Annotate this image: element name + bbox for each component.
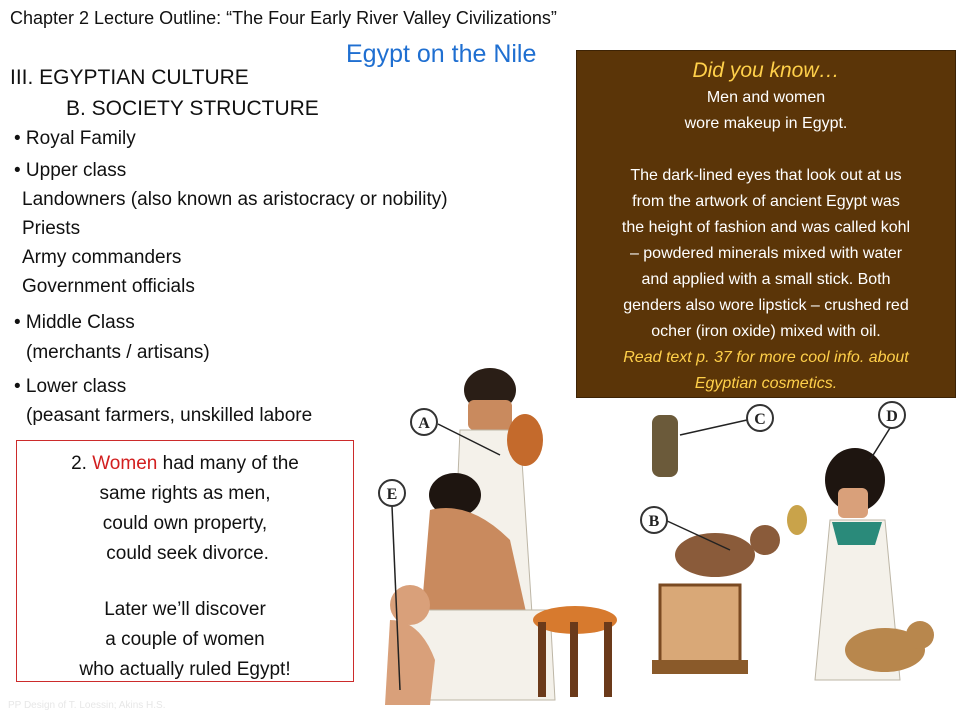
callout-line: genders also wore lipstick – crushed red — [623, 297, 909, 314]
section-heading: III. EGYPTIAN CULTURE — [10, 66, 249, 89]
callout-line: wore makeup in Egypt. — [684, 115, 848, 132]
women-highlight: Women — [92, 453, 158, 474]
did-you-know-callout — [576, 50, 956, 398]
chest — [652, 585, 748, 674]
women-line: same rights as men, — [99, 483, 271, 504]
label-a-text: A — [418, 415, 430, 432]
women-line: could seek divorce. — [101, 543, 269, 564]
subsection-heading: B. SOCIETY STRUCTURE — [66, 97, 319, 120]
women-rights-box — [16, 440, 354, 682]
label-b — [641, 507, 667, 533]
callout-line: the height of fashion and was called kohl — [621, 219, 911, 236]
women-closing-line: who actually ruled Egypt! — [79, 659, 291, 680]
callout-line: ocher (iron oxide) mixed with oil. — [651, 323, 881, 340]
label-e-text: E — [386, 486, 398, 503]
outline-item-middle: • Middle Class — [14, 312, 135, 333]
child-figure — [385, 585, 435, 705]
outline-item-priests: Priests — [22, 218, 81, 239]
label-e — [379, 480, 405, 506]
women-number: 2. — [71, 453, 93, 474]
statuette — [652, 415, 678, 477]
label-d — [879, 402, 905, 428]
label-a — [411, 409, 437, 435]
women-line: could own property, — [102, 513, 268, 534]
callout-line: – powdered minerals mixed with water — [629, 245, 903, 262]
outline-item-middle-detail: (merchants / artisans) — [26, 342, 210, 363]
outline-item-landowners: Landowners (also known as aristocracy or nobility) — [22, 189, 448, 210]
slide-subtitle: Egypt on the Nile — [346, 40, 537, 68]
egyptian-family-illustration — [360, 360, 960, 720]
women-first-line — [17, 449, 353, 479]
callout-line: The dark-lined eyes that look out at us — [630, 167, 902, 184]
label-c-text: C — [754, 411, 766, 428]
women-closing-line: a couple of women — [105, 629, 265, 650]
callout-title: Did you know… — [692, 59, 840, 82]
outline-item-upper: • Upper class — [14, 160, 127, 181]
outline-item-army: Army commanders — [22, 247, 182, 268]
callout-line: Men and women — [706, 89, 826, 106]
outline-item-royal: • Royal Family — [14, 128, 136, 149]
outline-item-officials: Government officials — [22, 276, 195, 297]
callout-reference: Read text p. 37 for more cool info. about — [623, 349, 909, 366]
outline-item-lower: • Lower class — [14, 376, 127, 397]
footer-credit: PP Design of T. Loessin; Akins H.S. — [8, 700, 166, 711]
label-c — [747, 405, 773, 431]
stool — [533, 606, 617, 697]
monkey-figure — [675, 525, 780, 577]
women-closing-line: Later we’ll discover — [104, 599, 266, 620]
women-first-rest: had many of the — [157, 453, 299, 474]
slide-header: Chapter 2 Lecture Outline: “The Four Early River Valley Civilizations” — [10, 8, 557, 28]
callout-line: from the artwork of ancient Egypt was — [632, 193, 900, 210]
callout-reference: Egyptian cosmetics. — [694, 375, 838, 392]
label-b-text: B — [648, 513, 660, 530]
label-d-text: D — [886, 408, 898, 425]
outline-item-lower-detail: (peasant farmers, unskilled labore — [26, 405, 313, 426]
callout-line: and applied with a small stick. Both — [641, 271, 891, 288]
